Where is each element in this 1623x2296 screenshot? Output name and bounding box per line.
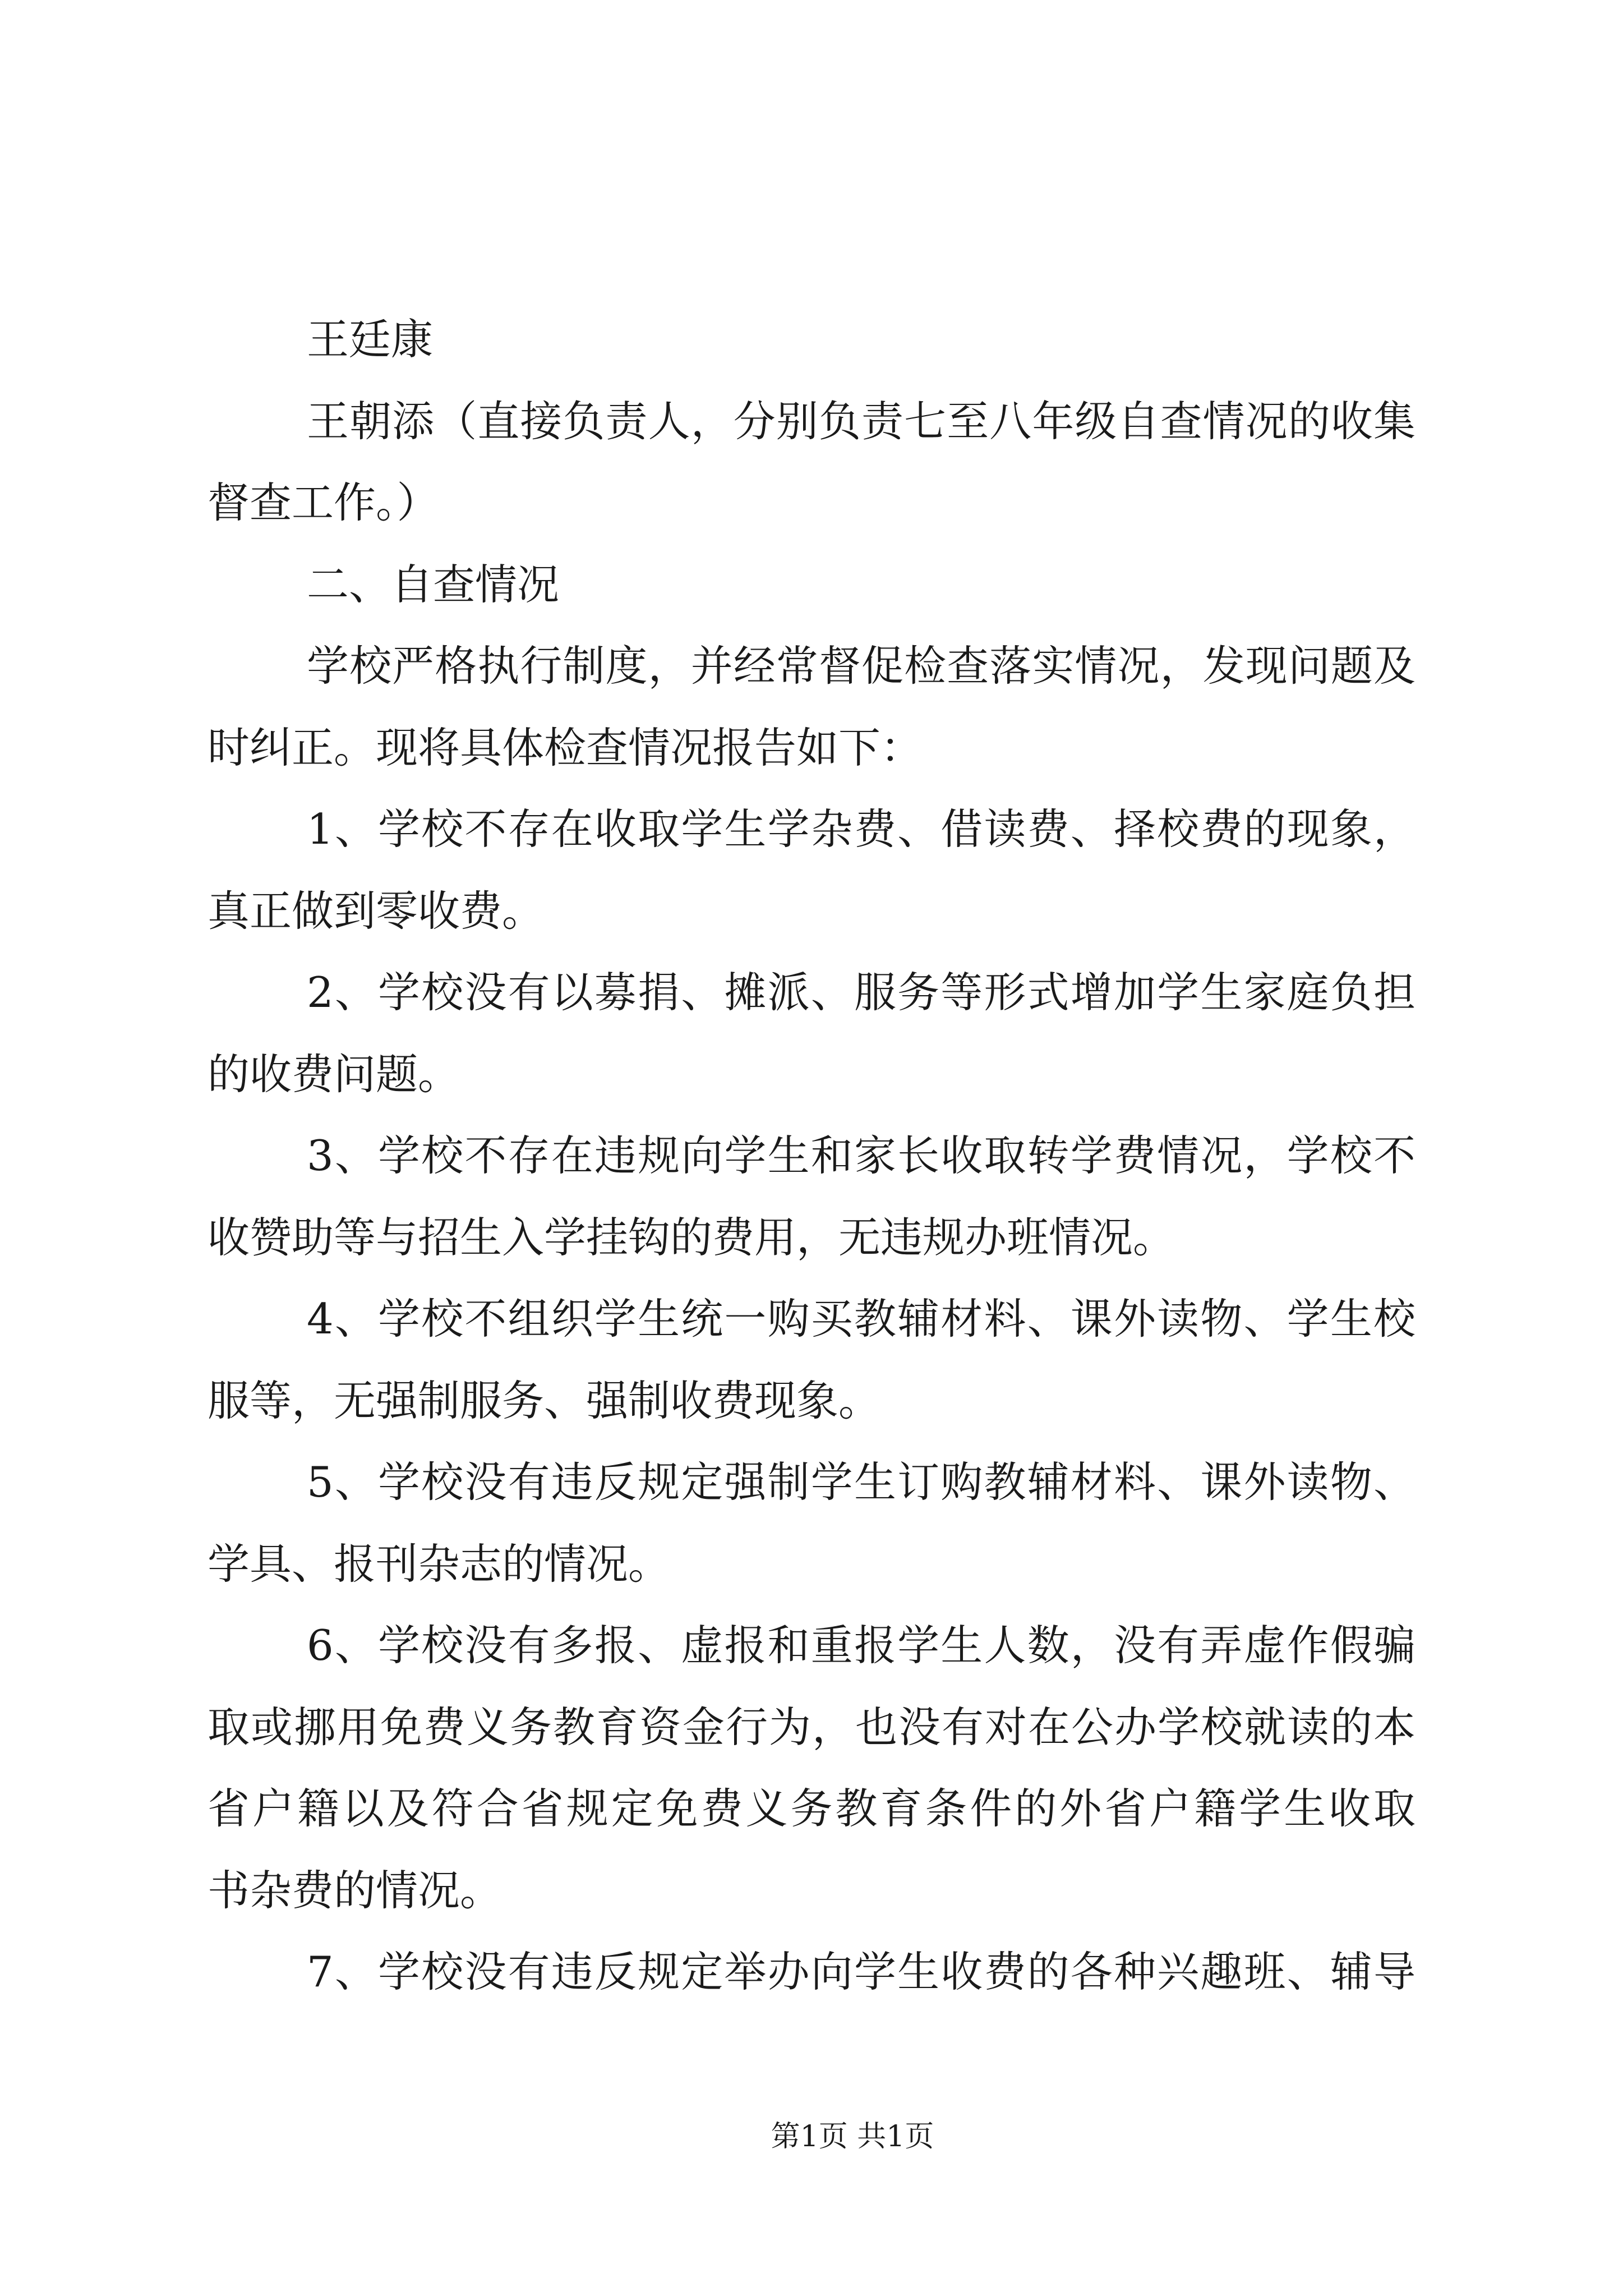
item-5-line-2: 学具、报刊杂志的情况。 xyxy=(208,1539,671,1589)
item-3-line-1: 3、学校不存在违规向学生和家长收取转学费情况，学校不 xyxy=(307,1131,1415,1180)
item-3-line-2: 收赞助等与招生入学挂钩的费用，无违规办班情况。 xyxy=(208,1212,1175,1262)
item-1-line-2: 真正做到零收费。 xyxy=(208,886,545,936)
item-7-line-1: 7、学校没有违反规定举办向学生收费的各种兴趣班、辅导 xyxy=(307,1947,1415,1996)
paragraph-name-2-line-2: 督查工作。） xyxy=(208,478,439,527)
section-heading: 二、自查情况 xyxy=(307,559,560,609)
paragraph-name-2-line-1: 王朝添（直接负责人，分别负责七至八年级自查情况的收集 xyxy=(307,396,1415,446)
item-6-line-4: 书杂费的情况。 xyxy=(208,1865,502,1915)
item-1-line-1: 1、学校不存在收取学生学杂费、借读费、择校费的现象， xyxy=(307,804,1415,854)
item-2-line-1: 2、学校没有以募捐、摊派、服务等形式增加学生家庭负担 xyxy=(307,968,1415,1017)
paragraph-intro-line-2: 时纠正。现将具体检查情况报告如下： xyxy=(208,723,923,772)
item-4-line-1: 4、学校不组织学生统一购买教辅材料、课外读物、学生校 xyxy=(307,1294,1415,1343)
paragraph-name-1: 王廷康 xyxy=(307,315,434,364)
document-body xyxy=(208,299,1415,2013)
item-2-line-2: 的收费问题。 xyxy=(208,1049,460,1099)
item-4-line-2: 服等，无强制服务、强制收费现象。 xyxy=(208,1375,881,1425)
item-6-line-3: 省户籍以及符合省规定免费义务教育条件的外省户籍学生收取 xyxy=(208,1784,1415,1833)
paragraph-intro-line-1: 学校严格执行制度，并经常督促检查落实情况，发现问题及 xyxy=(307,641,1415,691)
item-5-line-1: 5、学校没有违反规定强制学生订购教辅材料、课外读物、 xyxy=(307,1457,1415,1507)
item-6-line-1: 6、学校没有多报、虚报和重报学生人数，没有弄虚作假骗 xyxy=(307,1621,1415,1670)
page-footer: 第1页 共1页 xyxy=(771,2120,934,2154)
item-6-line-2: 取或挪用免费义务教育资金行为，也没有对在公办学校就读的本 xyxy=(208,1702,1415,1752)
